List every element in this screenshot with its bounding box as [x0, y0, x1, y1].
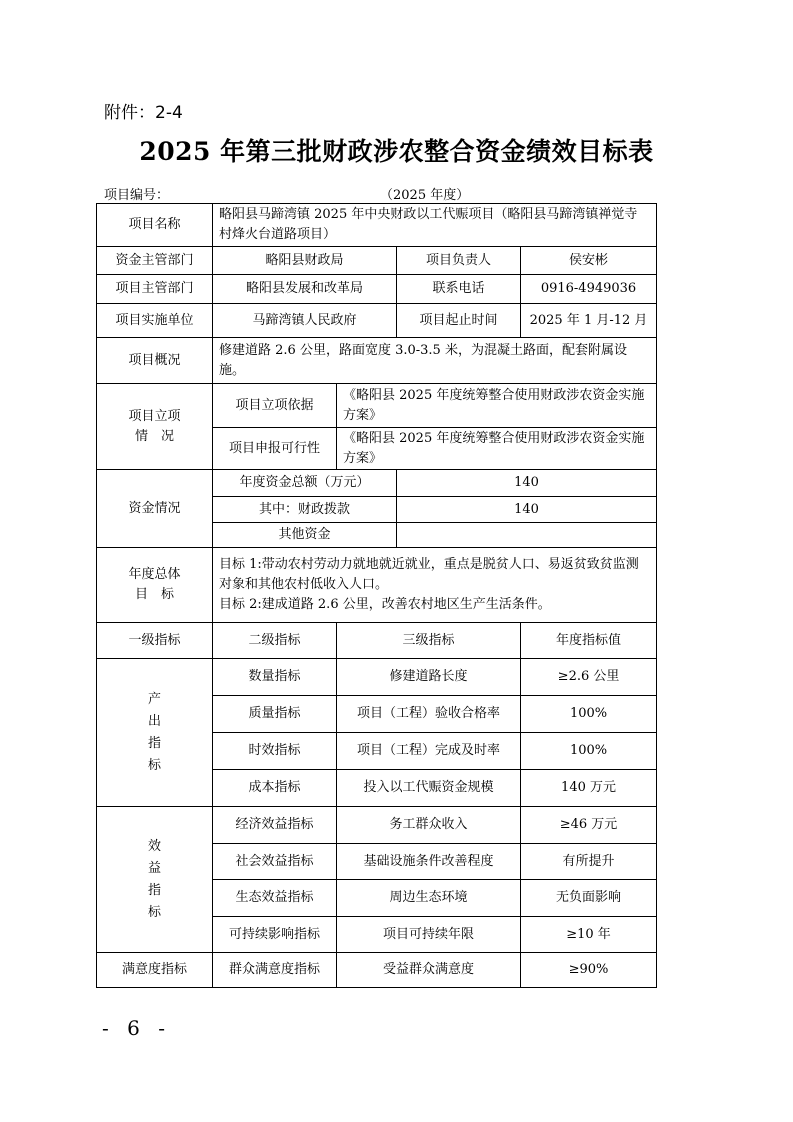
feasibility-value: 《略阳县 2025 年度统筹整合使用财政涉农资金实施方案》: [337, 428, 657, 470]
fund-dept-value: 略阳县财政局: [213, 247, 397, 275]
leader-value: 侯安彬: [521, 247, 657, 275]
approval-label-line2: 情 况: [134, 428, 174, 444]
period-label: 项目起止时间: [397, 304, 521, 338]
funds-label: 资金情况: [97, 470, 213, 548]
level2-cell: 时效指标: [213, 733, 337, 770]
benefit-label-char: 标: [147, 904, 161, 920]
level3-cell: 投入以工代赈资金规模: [337, 770, 521, 807]
fiscal-label: 其中：财政拨款: [213, 497, 397, 523]
impl-unit-label: 项目实施单位: [97, 304, 213, 338]
phone-label: 联系电话: [397, 275, 521, 304]
overview-value: 修建道路 2.6 公里，路面宽度 3.0-3.5 米，为混凝土路面，配套附属设施。: [213, 338, 657, 384]
value-cell: 140 万元: [521, 770, 657, 807]
level3-cell: 项目（工程）完成及时率: [337, 733, 521, 770]
indicator-header-row: [97, 623, 657, 659]
fiscal-value: 140: [397, 497, 657, 523]
total-funds-label: 年度资金总额（万元）: [213, 470, 397, 497]
page-number: - 6 -: [102, 1016, 171, 1040]
annual-goal-label-line2: 目 标: [134, 587, 174, 602]
output-label-char: 指: [147, 735, 161, 751]
level3-cell: 项目（工程）验收合格率: [337, 696, 521, 733]
value-cell: ≥2.6 公里: [521, 659, 657, 696]
fund-dept-label: 资金主管部门: [97, 247, 213, 275]
attachment-label: 附件：2-4: [104, 103, 183, 123]
level3-cell: 受益群众满意度: [337, 953, 521, 988]
value-cell: 有所提升: [521, 844, 657, 880]
level2-cell: 群众满意度指标: [213, 953, 337, 988]
project-number-label: 项目编号：: [104, 188, 170, 203]
level3-cell: 基础设施条件改善程度: [337, 844, 521, 880]
level2-cell: 社会效益指标: [213, 844, 337, 880]
table-row: [97, 304, 657, 338]
value-cell: ≥90%: [521, 953, 657, 988]
project-dept-label: 项目主管部门: [97, 275, 213, 304]
output-indicator-label: [97, 659, 213, 807]
annual-goal-label: [97, 548, 213, 623]
level2-cell: 经济效益指标: [213, 807, 337, 844]
approval-label: [97, 384, 213, 470]
value-cell: ≥46 万元: [521, 807, 657, 844]
level3-cell: 修建道路长度: [337, 659, 521, 696]
output-label-char: 产: [147, 691, 161, 707]
goal-1: 目标 1:带动农村劳动力就地就近就业，重点是脱贫人口、易返贫致贫监测对象和其他农村低收入人口。: [219, 557, 639, 592]
other-funds-value: [397, 523, 657, 548]
value-cell: ≥10 年: [521, 917, 657, 953]
performance-target-table: [96, 203, 657, 988]
impl-unit-value: 马蹄湾镇人民政府: [213, 304, 397, 338]
level2-cell: 可持续影响指标: [213, 917, 337, 953]
value-header: 年度指标值: [521, 623, 657, 659]
project-name-value: 略阳县马蹄湾镇 2025 年中央财政以工代赈项目（略阳县马蹄湾镇禅觉寺村烽火台道路项目）: [213, 204, 657, 247]
level3-header: 三级指标: [337, 623, 521, 659]
benefit-indicator-label: [97, 807, 213, 953]
table-row: [97, 659, 657, 696]
table-row: [97, 204, 657, 247]
page-title: 2025 年第三批财政涉农整合资金绩效目标表: [139, 137, 654, 166]
period-value: 2025 年 1 月-12 月: [521, 304, 657, 338]
table-row: [97, 548, 657, 623]
level2-cell: 质量指标: [213, 696, 337, 733]
year-label: （2025 年度）: [380, 188, 470, 203]
overview-label: 项目概况: [97, 338, 213, 384]
benefit-label-char: 益: [147, 860, 161, 876]
goal-2: 目标 2:建成道路 2.6 公里，改善农村地区生产生活条件。: [219, 597, 551, 612]
approval-label-line1: 项目立项: [128, 408, 181, 424]
output-label-char: 标: [147, 757, 161, 773]
table-row: [97, 338, 657, 384]
basis-value: 《略阳县 2025 年度统筹整合使用财政涉农资金实施方案》: [337, 384, 657, 428]
leader-label: 项目负责人: [397, 247, 521, 275]
value-cell: 100%: [521, 696, 657, 733]
level2-header: 二级指标: [213, 623, 337, 659]
table-row: [97, 275, 657, 304]
level3-cell: 周边生态环境: [337, 880, 521, 917]
benefit-label-char: 效: [147, 838, 161, 854]
value-cell: 100%: [521, 733, 657, 770]
level2-cell: 数量指标: [213, 659, 337, 696]
level1-header: 一级指标: [97, 623, 213, 659]
phone-value: 0916-4949036: [521, 275, 657, 304]
table-row: [97, 953, 657, 988]
level2-cell: 成本指标: [213, 770, 337, 807]
table-row: [97, 384, 657, 428]
level3-cell: 项目可持续年限: [337, 917, 521, 953]
output-label-char: 出: [147, 713, 161, 729]
project-dept-value: 略阳县发展和改革局: [213, 275, 397, 304]
project-name-label: 项目名称: [97, 204, 213, 247]
total-funds-value: 140: [397, 470, 657, 497]
other-funds-label: 其他资金: [213, 523, 397, 548]
basis-label: 项目立项依据: [213, 384, 337, 428]
feasibility-label: 项目申报可行性: [213, 428, 337, 470]
table-row: [97, 247, 657, 275]
level2-cell: 生态效益指标: [213, 880, 337, 917]
table-row: [97, 807, 657, 844]
benefit-label-char: 指: [147, 882, 161, 898]
level3-cell: 务工群众收入: [337, 807, 521, 844]
annual-goal-value: [213, 548, 657, 623]
table-row: [97, 470, 657, 497]
annual-goal-label-line1: 年度总体: [128, 567, 181, 582]
satisfaction-label: 满意度指标: [97, 953, 213, 988]
value-cell: 无负面影响: [521, 880, 657, 917]
